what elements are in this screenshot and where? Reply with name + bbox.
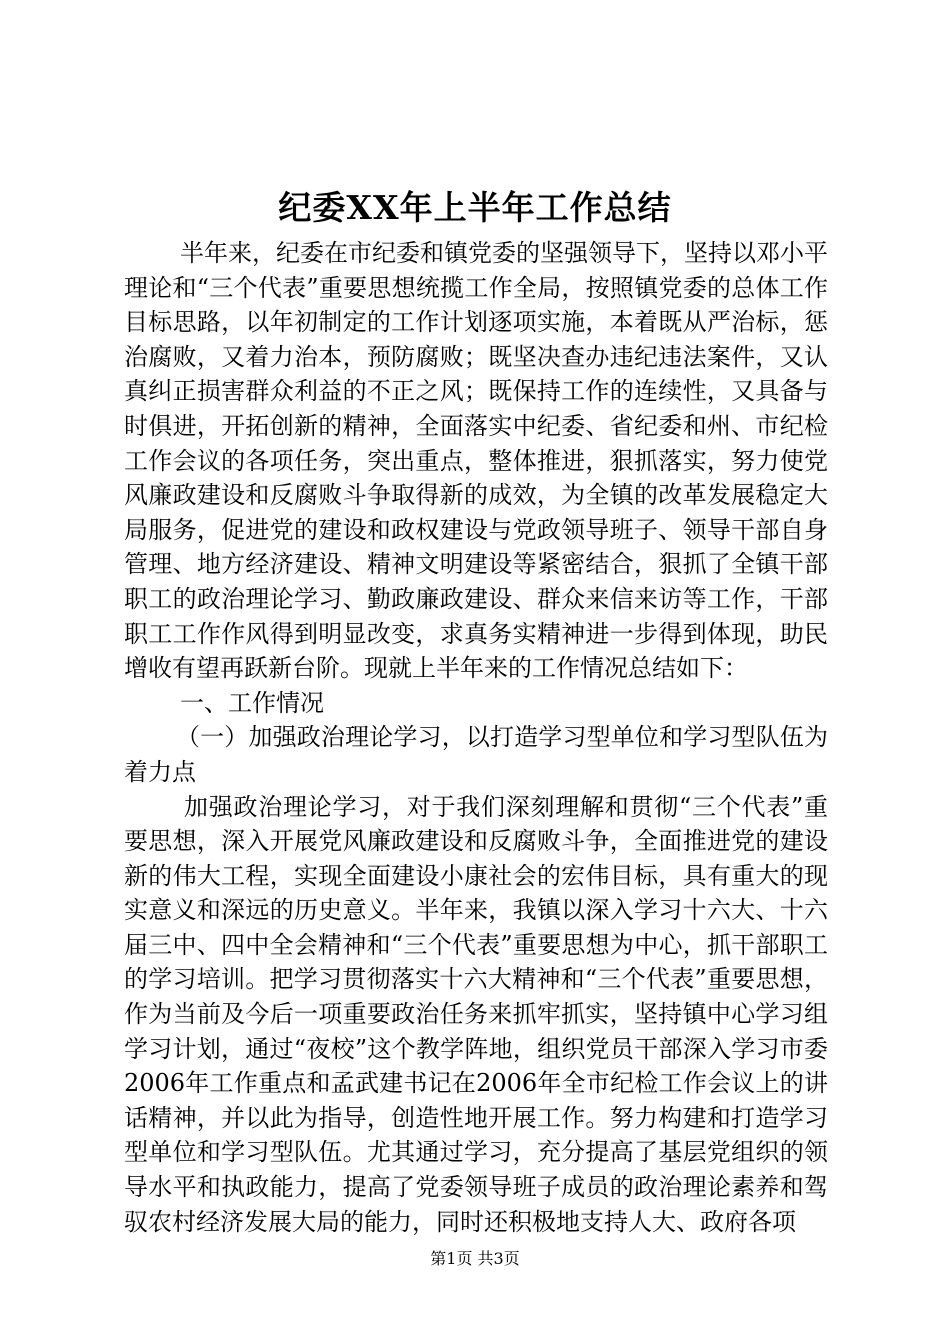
- document-body: [124, 236, 828, 1239]
- document-title: 纪委XX年上半年工作总结: [278, 188, 672, 227]
- subsection-heading-political-study: （一）加强政治理论学习，以打造学习型单位和学习型队伍为着力点: [124, 723, 828, 786]
- paragraph-intro: 半年来，纪委在市纪委和镇党委的坚强领导下，坚持以邓小平理论和“三个代表”重要思想统揽工作全局，按照镇党委的总体工作目标思路，以年初制定的工作计划逐项实施，本着既从严治标，惩治腐败，又着力治本，预防腐败；既坚决查办违纪违法案件，又认真纠正损害群众利益的不正之风；既保持工作的连续性，又具备与时俱进，开拓创新的精神，全面落实中纪委、省纪委和州、市纪检工作会议的各项任务，突出重点，整体推进，狠抓落实，努力使党风廉政建设和反腐败斗争取得新的成效，为全镇的改革发展稳定大局服务，促进党的建设和政权建设与党政领导班子、领导干部自身管理、地方经济建设、精神文明建设等紧密结合，狠抓了全镇干部职工的政治理论学习、勤政廉政建设、群众来信来访等工作，干部职工工作作风得到明显改变，求真务实精神进一步得到体现，助民增收有望再跃新台阶。现就上半年来的工作情况总结如下：: [124, 239, 828, 683]
- section-heading-work-status: 一、工作情况: [180, 688, 324, 717]
- page-number-footer: 第1页 共3页: [430, 1249, 520, 1268]
- paragraph-political-study: 加强政治理论学习，对于我们深刻理解和贯彻“三个代表”重要思想，深入开展党风廉政建设和反腐败斗争，全面推进党的建设新的伟大工程，实现全面建设小康社会的宏伟目标，具有重大的现实意义和深远的历史意义。半年来，我镇以深入学习十六大、十六届三中、四中全会精神和“三个代表”重要思想为中心，抓干部职工的学习培训。把学习贯彻落实十六大精神和“三个代表”重要思想，作为当前及今后一项重要政治任务来抓牢抓实，坚持镇中心学习组学习计划，通过“夜校”这个教学阵地，组织党员干部深入学习市委2006年工作重点和孟武建书记在2006年全市纪检工作会议上的讲话精神，并以此为指导，创造性地开展工作。努力构建和打造学习型单位和学习型队伍。尤其通过学习，充分提高了基层党组织的领导水平和执政能力，提高了党委领导班子成员的政治理论素养和驾驭农村经济发展大局的能力，同时还积极地支持人大、政府各项: [124, 792, 828, 1236]
